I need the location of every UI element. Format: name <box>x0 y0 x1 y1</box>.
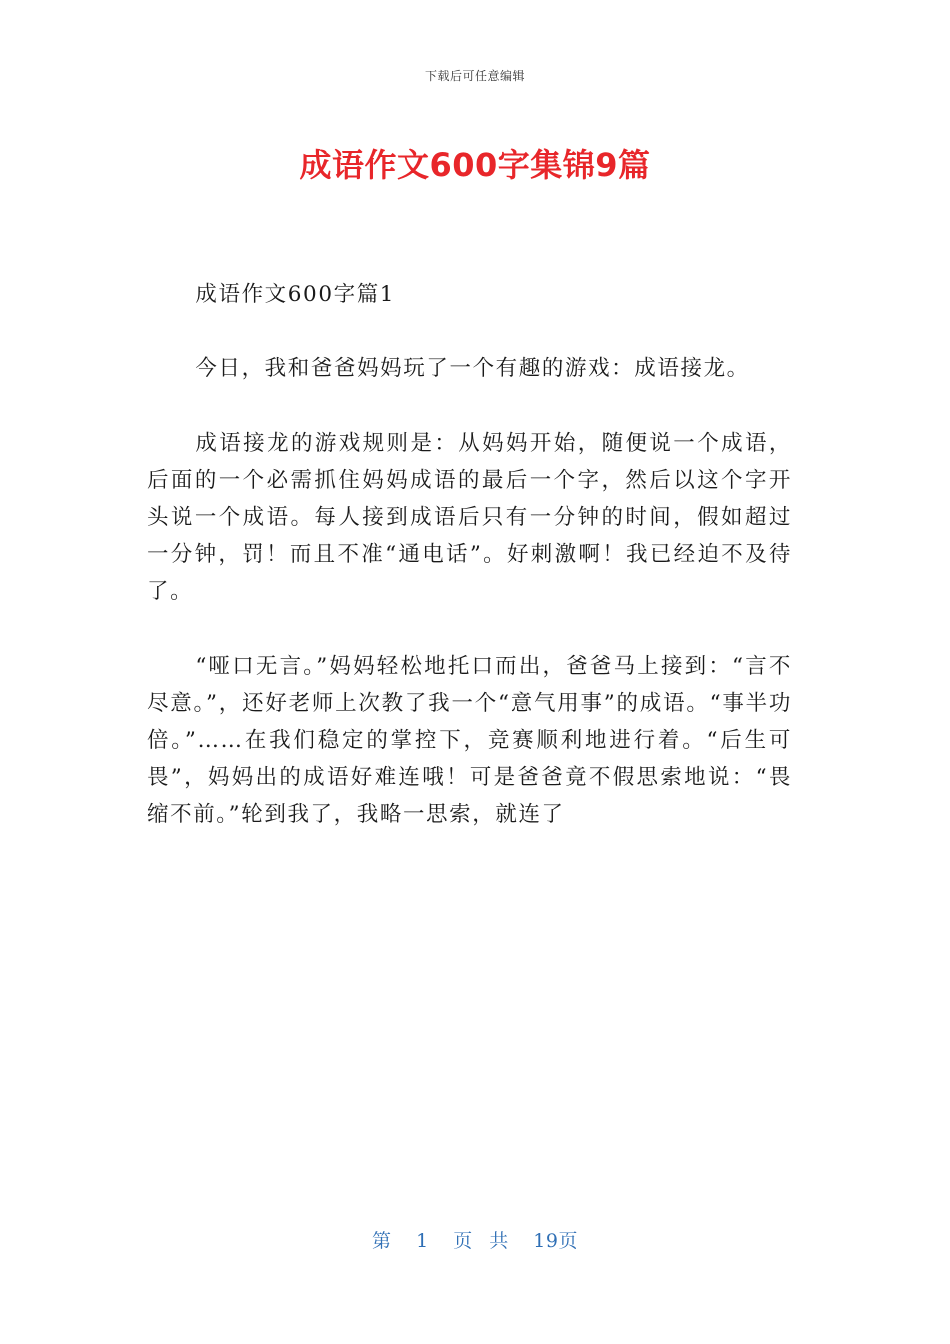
current-page-number: 1 <box>416 1230 429 1252</box>
section-heading: 成语作文600字篇1 <box>195 282 396 307</box>
page-number-footer <box>0 1226 950 1253</box>
document-title: 成语作文600字集锦9篇 <box>299 146 651 184</box>
footer-middle: 页 共 <box>453 1230 509 1252</box>
paragraph: “哑口无言。”妈妈轻松地托口而出，爸爸马上接到：“言不尽意。”，还好老师上次教了我一个“意气用事”的成语。“事半功倍。”……在我们稳定的掌控下，竞赛顺利地进行着。“后生可畏”，妈妈出的成语好难连哦！可是爸爸竟不假思索地说：“畏缩不前。”轮到我了，我略一思索，就连了 <box>147 654 792 827</box>
document-body <box>147 276 792 833</box>
total-pages: 19页 <box>533 1230 578 1252</box>
header-note: 下载后可任意编辑 <box>424 69 525 83</box>
footer-prefix: 第 <box>372 1230 392 1252</box>
paragraph: 成语接龙的游戏规则是：从妈妈开始，随便说一个成语，后面的一个必需抓住妈妈成语的最后一个字，然后以这个字开头说一个成语。每人接到成语后只有一分钟的时间，假如超过一分钟，罚！而且不准“通电话”。好刺激啊！我已经迫不及待了。 <box>147 431 792 604</box>
paragraph: 今日，我和爸爸妈妈玩了一个有趣的游戏：成语接龙。 <box>195 356 750 381</box>
